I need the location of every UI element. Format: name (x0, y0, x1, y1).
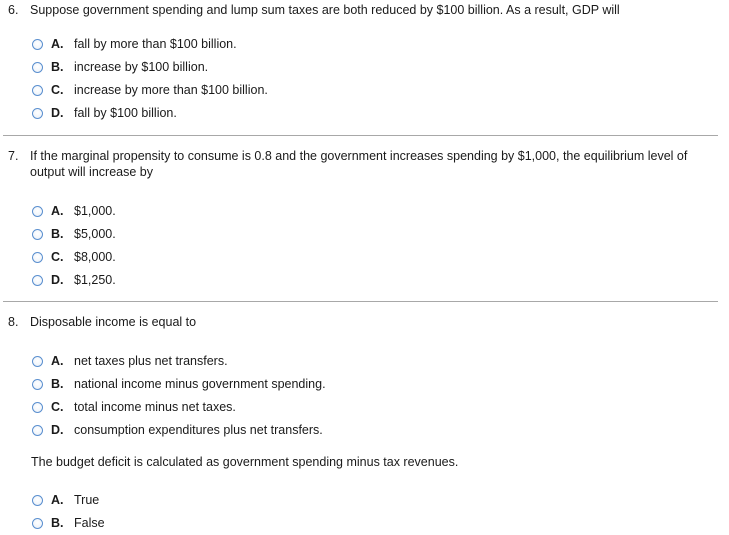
radio-button-icon[interactable] (32, 425, 43, 436)
q6-option-a[interactable] (32, 35, 237, 53)
question-8-header (8, 314, 720, 330)
q6-option-b[interactable] (32, 58, 208, 76)
option-text: True (74, 493, 100, 507)
q8-option-c[interactable] (32, 398, 236, 416)
option-text: increase by more than $100 billion. (74, 83, 268, 97)
option-letter: A. (51, 354, 64, 368)
true-false-statement: The budget deficit is calculated as government spending minus tax revenues. (31, 455, 459, 469)
option-text: national income minus government spending. (74, 377, 326, 391)
question-number: 6. (8, 3, 19, 17)
question-text: If the marginal propensity to consume is 0.8 and the government increases spending by $1,000, the equilibrium level of output will increase by (30, 149, 688, 179)
q7-option-d[interactable] (32, 271, 116, 289)
q8-option-b[interactable] (32, 375, 326, 393)
option-text: increase by $100 billion. (74, 60, 209, 74)
option-text: net taxes plus net transfers. (74, 354, 228, 368)
radio-button-icon[interactable] (32, 229, 43, 240)
q7-option-a[interactable] (32, 202, 116, 220)
radio-button-icon[interactable] (32, 275, 43, 286)
question-7-header (8, 148, 720, 180)
q8-option-a[interactable] (32, 352, 228, 370)
question-text: Disposable income is equal to (30, 315, 197, 329)
radio-button-icon[interactable] (32, 108, 43, 119)
q6-option-d[interactable] (32, 104, 177, 122)
option-text: fall by more than $100 billion. (74, 37, 237, 51)
radio-button-icon[interactable] (32, 402, 43, 413)
option-text: total income minus net taxes. (74, 400, 236, 414)
option-letter: A. (51, 204, 64, 218)
radio-button-icon[interactable] (32, 356, 43, 367)
radio-button-icon[interactable] (32, 252, 43, 263)
q6-option-c[interactable] (32, 81, 268, 99)
option-letter: D. (51, 423, 64, 437)
radio-button-icon[interactable] (32, 39, 43, 50)
option-text: $8,000. (74, 250, 116, 264)
option-letter: C. (51, 400, 64, 414)
radio-button-icon[interactable] (32, 85, 43, 96)
option-letter: B. (51, 516, 64, 530)
question-number: 8. (8, 315, 19, 329)
option-letter: C. (51, 250, 64, 264)
radio-button-icon[interactable] (32, 206, 43, 217)
option-letter: B. (51, 60, 64, 74)
option-text: fall by $100 billion. (74, 106, 177, 120)
question-6-header (8, 2, 720, 18)
q7-option-c[interactable] (32, 248, 116, 266)
radio-button-icon[interactable] (32, 495, 43, 506)
option-letter: D. (51, 106, 64, 120)
option-letter: B. (51, 377, 64, 391)
option-text: $1,250. (74, 273, 116, 287)
statement-option-false[interactable] (32, 514, 105, 532)
radio-button-icon[interactable] (32, 379, 43, 390)
question-divider (3, 135, 718, 136)
option-text: $5,000. (74, 227, 116, 241)
option-text: consumption expenditures plus net transfers. (74, 423, 323, 437)
option-letter: B. (51, 227, 64, 241)
radio-button-icon[interactable] (32, 518, 43, 529)
q8-option-d[interactable] (32, 421, 323, 439)
option-letter: C. (51, 83, 64, 97)
statement-option-true[interactable] (32, 491, 99, 509)
option-text: $1,000. (74, 204, 116, 218)
q7-option-b[interactable] (32, 225, 116, 243)
option-letter: A. (51, 493, 64, 507)
option-text: False (74, 516, 105, 530)
question-text: Suppose government spending and lump sum taxes are both reduced by $100 billion. As a result, GDP will (30, 3, 620, 17)
option-letter: A. (51, 37, 64, 51)
question-divider (3, 301, 718, 302)
radio-button-icon[interactable] (32, 62, 43, 73)
question-number: 7. (8, 149, 19, 163)
option-letter: D. (51, 273, 64, 287)
